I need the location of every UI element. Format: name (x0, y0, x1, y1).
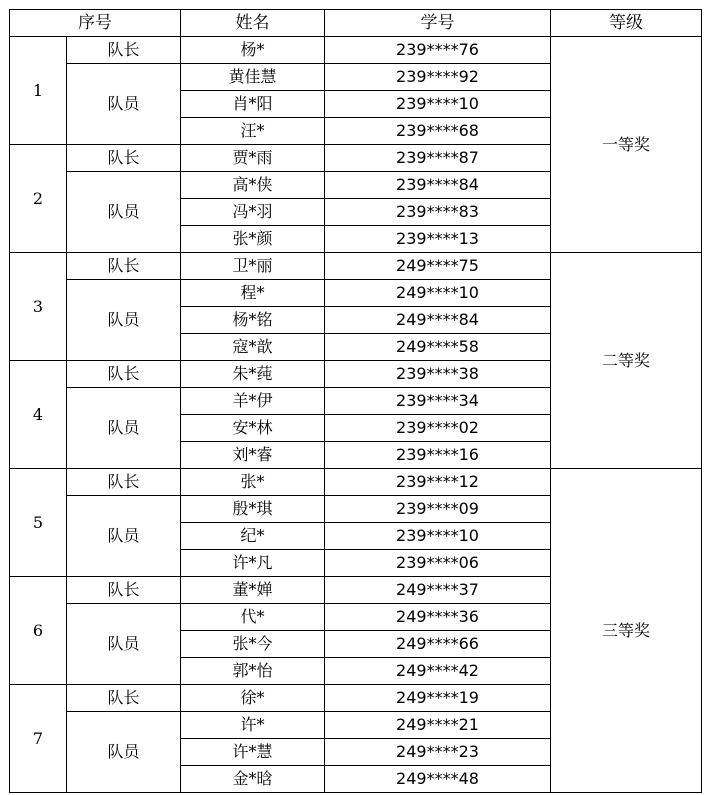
member-student-id: 249****42 (325, 658, 551, 685)
member-name: 肖*阳 (181, 91, 325, 118)
role-member: 队员 (67, 64, 181, 145)
role-member: 队员 (67, 388, 181, 469)
member-student-id: 239****10 (325, 91, 551, 118)
member-name: 郭*怡 (181, 658, 325, 685)
member-name: 贾*雨 (181, 145, 325, 172)
member-name: 卫*丽 (181, 253, 325, 280)
member-name: 杨*铭 (181, 307, 325, 334)
member-name: 羊*伊 (181, 388, 325, 415)
member-student-id: 249****10 (325, 280, 551, 307)
member-student-id: 239****13 (325, 226, 551, 253)
table-row (10, 469, 702, 496)
grade-cell: 一等奖 (551, 37, 702, 253)
table-header (10, 10, 702, 37)
team-index: 7 (10, 685, 67, 793)
member-student-id: 239****09 (325, 496, 551, 523)
member-name: 刘*睿 (181, 442, 325, 469)
member-name: 安*林 (181, 415, 325, 442)
member-student-id: 239****87 (325, 145, 551, 172)
grade-cell: 二等奖 (551, 253, 702, 469)
member-student-id: 239****34 (325, 388, 551, 415)
role-captain: 队长 (67, 469, 181, 496)
role-member: 队员 (67, 604, 181, 685)
member-student-id: 249****75 (325, 253, 551, 280)
member-student-id: 239****38 (325, 361, 551, 388)
table-body (10, 37, 702, 793)
member-student-id: 239****92 (325, 64, 551, 91)
header-grade: 等级 (551, 10, 702, 37)
header-name: 姓名 (181, 10, 325, 37)
member-student-id: 239****02 (325, 415, 551, 442)
member-name: 朱*莼 (181, 361, 325, 388)
member-name: 董*婵 (181, 577, 325, 604)
member-student-id: 239****16 (325, 442, 551, 469)
role-member: 队员 (67, 172, 181, 253)
team-index: 3 (10, 253, 67, 361)
member-name: 代* (181, 604, 325, 631)
member-name: 张*今 (181, 631, 325, 658)
team-index: 5 (10, 469, 67, 577)
team-index: 1 (10, 37, 67, 145)
role-member: 队员 (67, 496, 181, 577)
team-index: 4 (10, 361, 67, 469)
role-member: 队员 (67, 280, 181, 361)
member-name: 黄佳慧 (181, 64, 325, 91)
member-name: 张* (181, 469, 325, 496)
member-name: 殷*琪 (181, 496, 325, 523)
member-name: 寇*歆 (181, 334, 325, 361)
award-table (9, 9, 702, 793)
member-name: 汪* (181, 118, 325, 145)
role-captain: 队长 (67, 577, 181, 604)
member-student-id: 249****48 (325, 766, 551, 793)
member-student-id: 249****23 (325, 739, 551, 766)
role-captain: 队长 (67, 685, 181, 712)
member-student-id: 249****84 (325, 307, 551, 334)
role-captain: 队长 (67, 253, 181, 280)
grade-cell: 三等奖 (551, 469, 702, 793)
member-name: 许*凡 (181, 550, 325, 577)
member-name: 张*颜 (181, 226, 325, 253)
member-student-id: 239****10 (325, 523, 551, 550)
member-name: 金*晗 (181, 766, 325, 793)
member-name: 许*慧 (181, 739, 325, 766)
role-member: 队员 (67, 712, 181, 793)
member-student-id: 239****12 (325, 469, 551, 496)
member-student-id: 249****36 (325, 604, 551, 631)
role-captain: 队长 (67, 145, 181, 172)
member-student-id: 249****37 (325, 577, 551, 604)
member-name: 徐* (181, 685, 325, 712)
member-student-id: 239****68 (325, 118, 551, 145)
member-student-id: 249****66 (325, 631, 551, 658)
member-name: 程* (181, 280, 325, 307)
member-name: 纪* (181, 523, 325, 550)
member-name: 冯*羽 (181, 199, 325, 226)
role-captain: 队长 (67, 37, 181, 64)
member-student-id: 249****19 (325, 685, 551, 712)
team-index: 6 (10, 577, 67, 685)
member-name: 杨* (181, 37, 325, 64)
member-student-id: 239****06 (325, 550, 551, 577)
member-student-id: 239****83 (325, 199, 551, 226)
header-index: 序号 (10, 10, 181, 37)
table-row (10, 253, 702, 280)
table-row (10, 37, 702, 64)
header-row (10, 10, 702, 37)
header-student-id: 学号 (325, 10, 551, 37)
member-student-id: 239****84 (325, 172, 551, 199)
member-student-id: 249****21 (325, 712, 551, 739)
member-name: 许* (181, 712, 325, 739)
role-captain: 队长 (67, 361, 181, 388)
member-student-id: 249****58 (325, 334, 551, 361)
team-index: 2 (10, 145, 67, 253)
member-name: 高*侠 (181, 172, 325, 199)
member-student-id: 239****76 (325, 37, 551, 64)
